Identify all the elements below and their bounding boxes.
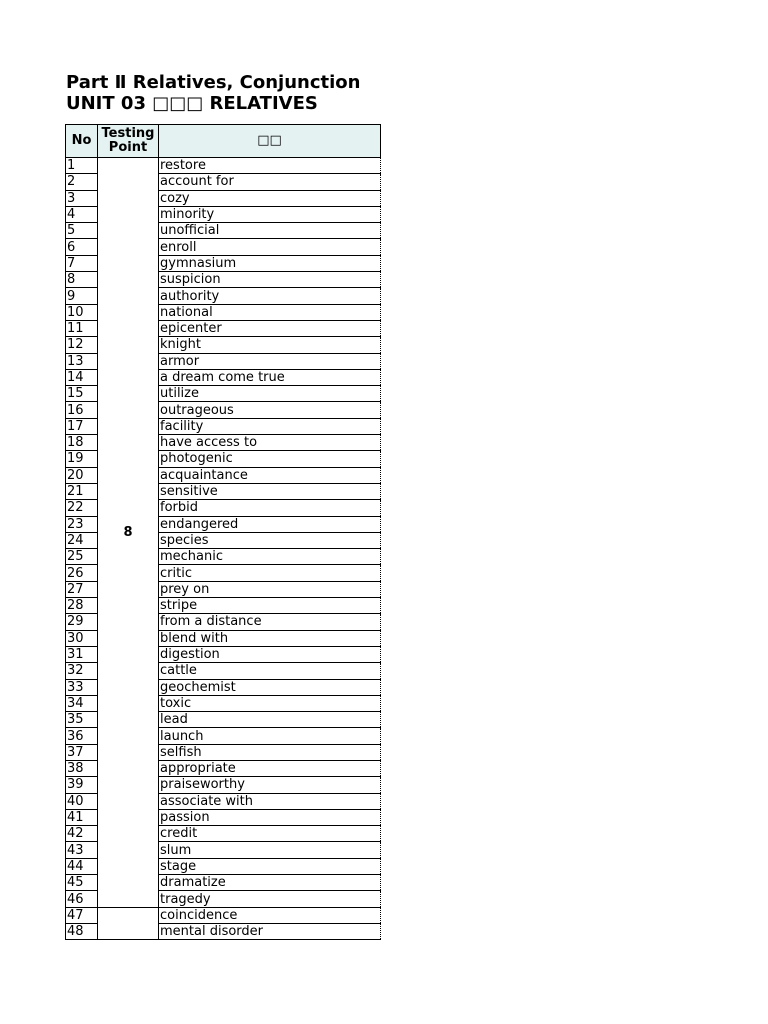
row-number: 23: [66, 516, 98, 532]
row-number: 15: [66, 386, 98, 402]
vocab-word: slum: [159, 842, 381, 858]
vocab-word: suspicion: [159, 272, 381, 288]
vocab-word: cattle: [159, 663, 381, 679]
row-number: 16: [66, 402, 98, 418]
row-number: 40: [66, 793, 98, 809]
vocab-word: species: [159, 532, 381, 548]
vocab-word: outrageous: [159, 402, 381, 418]
row-number: 29: [66, 614, 98, 630]
row-number: 47: [66, 907, 98, 923]
testing-point-cell: 8: [98, 158, 159, 908]
row-number: 39: [66, 777, 98, 793]
vocab-word: facility: [159, 418, 381, 434]
testing-point-cell: [98, 907, 159, 940]
title-part: Part Ⅱ Relatives, Conjunction: [66, 72, 361, 93]
vocab-word: endangered: [159, 516, 381, 532]
vocab-word: minority: [159, 206, 381, 222]
row-number: 24: [66, 532, 98, 548]
vocab-word: associate with: [159, 793, 381, 809]
vocab-word: lead: [159, 712, 381, 728]
vocab-word: geochemist: [159, 679, 381, 695]
row-number: 44: [66, 858, 98, 874]
table-row: [66, 158, 381, 174]
vocabulary-table: [65, 124, 381, 940]
vocab-word: photogenic: [159, 451, 381, 467]
table-row: [66, 907, 381, 923]
row-number: 11: [66, 320, 98, 336]
vocab-word: a dream come true: [159, 369, 381, 385]
vocab-word: cozy: [159, 190, 381, 206]
row-number: 13: [66, 353, 98, 369]
vocab-word: mechanic: [159, 549, 381, 565]
vocab-word: epicenter: [159, 320, 381, 336]
vocab-word: have access to: [159, 435, 381, 451]
row-number: 19: [66, 451, 98, 467]
header-no: No: [66, 125, 98, 158]
row-number: 46: [66, 891, 98, 907]
row-number: 33: [66, 679, 98, 695]
vocab-word: unofficial: [159, 223, 381, 239]
vocab-word: utilize: [159, 386, 381, 402]
vocab-word: coincidence: [159, 907, 381, 923]
row-number: 18: [66, 435, 98, 451]
row-number: 43: [66, 842, 98, 858]
row-number: 20: [66, 467, 98, 483]
table-body: [66, 158, 381, 940]
vocab-word: launch: [159, 728, 381, 744]
vocab-word: praiseworthy: [159, 777, 381, 793]
vocab-word: critic: [159, 565, 381, 581]
row-number: 41: [66, 809, 98, 825]
row-number: 9: [66, 288, 98, 304]
vocab-word: knight: [159, 337, 381, 353]
row-number: 21: [66, 483, 98, 499]
row-number: 26: [66, 565, 98, 581]
row-number: 8: [66, 272, 98, 288]
vocab-word: mental disorder: [159, 923, 381, 939]
row-number: 31: [66, 646, 98, 662]
row-number: 42: [66, 826, 98, 842]
row-number: 1: [66, 158, 98, 174]
row-number: 4: [66, 206, 98, 222]
vocab-word: account for: [159, 174, 381, 190]
vocab-word: forbid: [159, 500, 381, 516]
vocab-word: stage: [159, 858, 381, 874]
vocab-word: acquaintance: [159, 467, 381, 483]
row-number: 45: [66, 875, 98, 891]
vocab-word: national: [159, 304, 381, 320]
row-number: 34: [66, 695, 98, 711]
header-testing-point: Testing Point: [98, 125, 159, 158]
vocab-word: from a distance: [159, 614, 381, 630]
vocab-word: digestion: [159, 646, 381, 662]
row-number: 3: [66, 190, 98, 206]
row-number: 10: [66, 304, 98, 320]
vocab-word: selfish: [159, 744, 381, 760]
vocab-word: restore: [159, 158, 381, 174]
row-number: 48: [66, 923, 98, 939]
vocab-word: enroll: [159, 239, 381, 255]
vocab-word: tragedy: [159, 891, 381, 907]
vocab-word: appropriate: [159, 760, 381, 776]
row-number: 30: [66, 630, 98, 646]
title-unit: UNIT 03 □□□ RELATIVES: [66, 93, 318, 114]
row-number: 32: [66, 663, 98, 679]
vocab-word: sensitive: [159, 483, 381, 499]
row-number: 22: [66, 500, 98, 516]
table-header-row: [66, 125, 381, 158]
row-number: 7: [66, 255, 98, 271]
row-number: 27: [66, 581, 98, 597]
row-number: 37: [66, 744, 98, 760]
row-number: 25: [66, 549, 98, 565]
vocab-word: toxic: [159, 695, 381, 711]
vocab-word: passion: [159, 809, 381, 825]
page-title: [66, 72, 360, 114]
vocab-word: credit: [159, 826, 381, 842]
vocab-word: blend with: [159, 630, 381, 646]
row-number: 5: [66, 223, 98, 239]
vocab-word: authority: [159, 288, 381, 304]
vocab-word: prey on: [159, 581, 381, 597]
vocab-word: armor: [159, 353, 381, 369]
vocab-word: stripe: [159, 598, 381, 614]
header-word: □□: [159, 125, 381, 158]
row-number: 38: [66, 760, 98, 776]
row-number: 12: [66, 337, 98, 353]
row-number: 36: [66, 728, 98, 744]
row-number: 28: [66, 598, 98, 614]
row-number: 17: [66, 418, 98, 434]
vocab-word: gymnasium: [159, 255, 381, 271]
row-number: 35: [66, 712, 98, 728]
row-number: 14: [66, 369, 98, 385]
row-number: 6: [66, 239, 98, 255]
row-number: 2: [66, 174, 98, 190]
vocab-word: dramatize: [159, 875, 381, 891]
